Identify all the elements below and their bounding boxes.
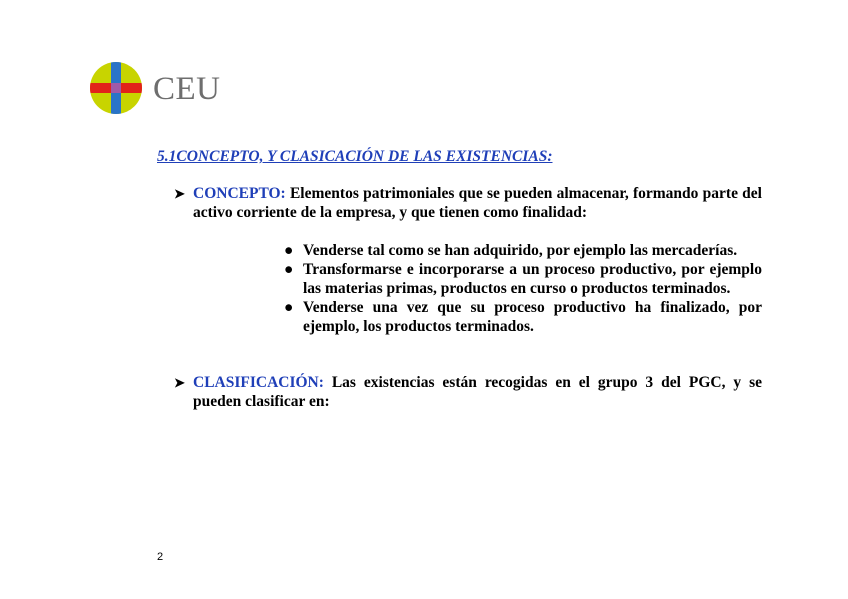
bullet-list bbox=[284, 241, 762, 336]
ceu-logo-icon bbox=[90, 62, 142, 114]
ceu-logo bbox=[90, 60, 221, 116]
concepto-key: CONCEPTO: bbox=[193, 185, 286, 202]
concepto-body bbox=[193, 184, 762, 222]
list-item bbox=[284, 241, 762, 260]
logo-text: CEU bbox=[153, 70, 221, 107]
list-item bbox=[284, 298, 762, 336]
clasificacion-key: CLASIFICACIÓN: bbox=[193, 374, 324, 391]
list-item-text: Transformarse e incorporarse a un proceso productivo, por ejemplo las materias primas, productos en curso o productos terminados. bbox=[303, 261, 762, 297]
concepto-item bbox=[174, 184, 762, 222]
page-number: 2 bbox=[157, 551, 164, 563]
list-item-text: Venderse una vez que su proceso productivo ha finalizado, por ejemplo, los productos terminados. bbox=[303, 299, 762, 335]
list-item-text: Venderse tal como se han adquirido, por ejemplo las mercaderías. bbox=[303, 242, 738, 259]
arrow-bullet-icon: ➤ bbox=[174, 375, 185, 390]
clasificacion-body bbox=[193, 373, 762, 411]
concepto-text: Elementos patrimoniales que se pueden almacenar, formando parte del activo corriente de la empresa, y que tienen como finalidad: bbox=[193, 185, 762, 221]
clasificacion-text: Las existencias están recogidas en el grupo 3 del PGC, y se pueden clasificar en: bbox=[193, 374, 762, 410]
clasificacion-item bbox=[174, 373, 762, 411]
arrow-bullet-icon: ➤ bbox=[174, 186, 185, 201]
section-title: 5.1CONCEPTO, Y CLASICACIÓN DE LAS EXISTENCIAS: bbox=[157, 148, 553, 165]
bullet-dot-icon: ● bbox=[284, 242, 294, 259]
bullet-dot-icon: ● bbox=[284, 261, 294, 278]
bullet-dot-icon: ● bbox=[284, 299, 294, 316]
list-item bbox=[284, 260, 762, 298]
